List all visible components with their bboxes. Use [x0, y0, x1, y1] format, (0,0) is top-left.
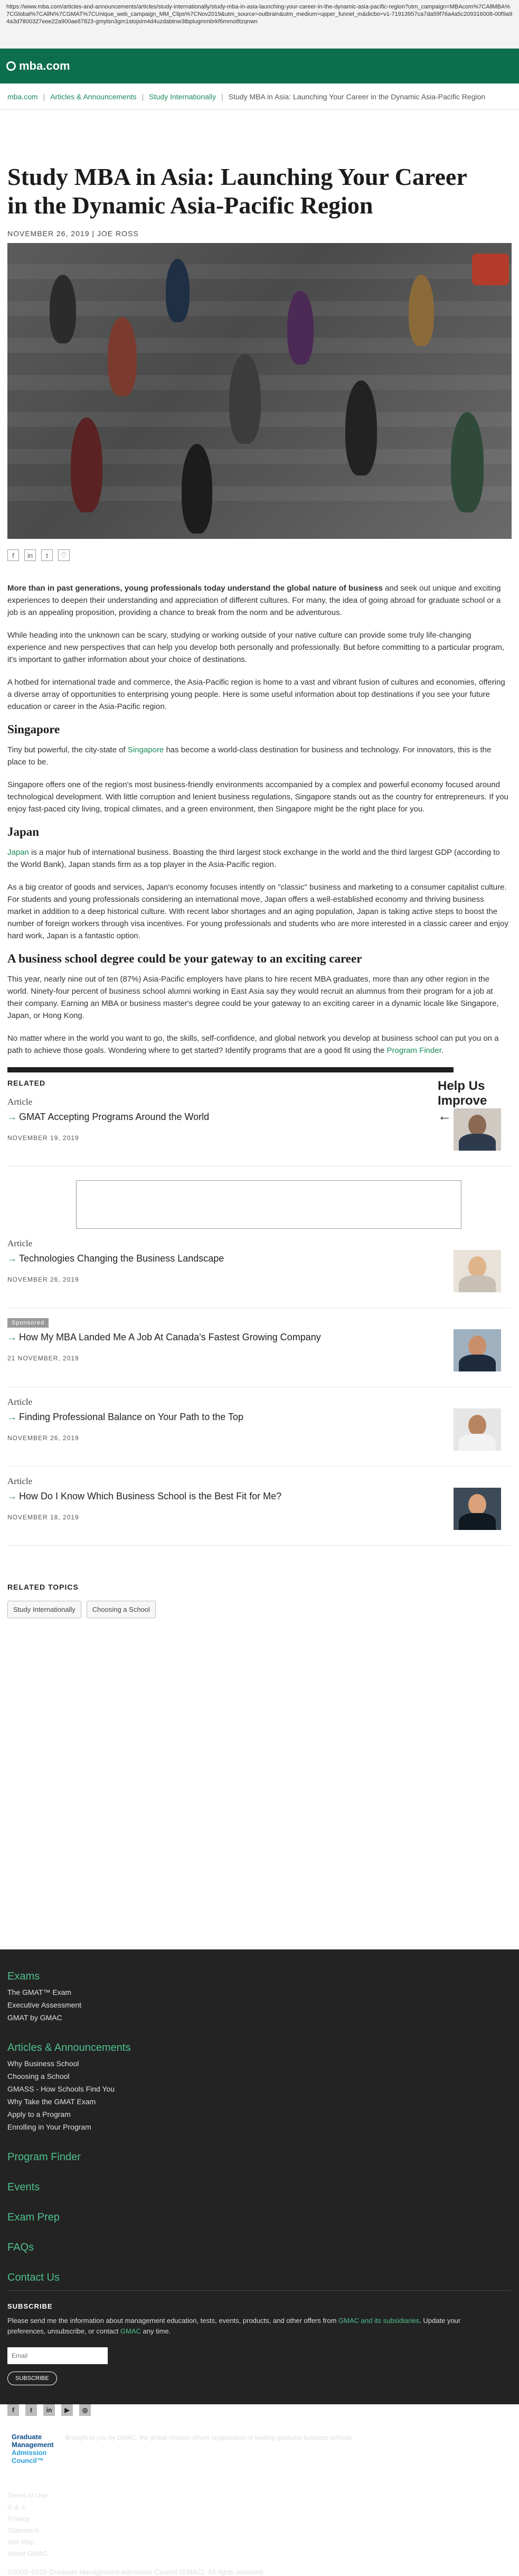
logo-text: mba.com [19, 59, 70, 72]
related-item[interactable] [7, 1308, 512, 1387]
heading-japan: Japan [7, 825, 40, 838]
arrow-right-icon: → [7, 1112, 17, 1122]
footer-link[interactable]: Executive Assessment [7, 2001, 82, 2009]
related-topics-label: RELATED TOPICS [7, 1583, 79, 1591]
singapore-link[interactable]: Singapore [127, 745, 164, 754]
breadcrumb-separator: | [221, 92, 223, 101]
item-thumbnail [454, 1250, 501, 1292]
item-title-text: Technologies Changing the Business Landscape [19, 1253, 224, 1264]
arrow-right-icon: → [7, 1332, 17, 1342]
breadcrumb-separator: | [141, 92, 144, 101]
related-item[interactable] [7, 1087, 512, 1166]
gmac-logo-text: Graduate [12, 2433, 42, 2441]
breadcrumb-articles[interactable]: Articles & Announcements [50, 92, 137, 101]
breadcrumb [0, 83, 519, 110]
topic-tag[interactable]: Choosing a School [87, 1601, 156, 1618]
footer-link[interactable]: Why Business School [7, 2059, 79, 2068]
footer-exams-title[interactable]: Exams [7, 1971, 40, 1982]
japan-link[interactable]: Japan [7, 848, 29, 857]
footer-link[interactable]: The GMAT™ Exam [7, 1988, 72, 1996]
subscribe-text-part: any time. [140, 2327, 171, 2335]
facebook-icon[interactable]: f [7, 2404, 19, 2416]
paragraph-text: and seek out unique and exciting experiences to deepen their understanding and appreciation of different cultures. For many, the idea of going abroad for graduate school or a job is an appealing proposition, providing a chance to break from the norm and be adventurous. [7, 584, 501, 617]
paragraph: Singapore offers one of the region's most business-friendly environments accompanied by a complex and powerful economy focused around technological development. With little corruption and lenient business regulations, Singapore stands out as the country for entrepreneurs. If you enjoy fast-paced city living, tropical climates, and a green environment, then Singapore might be the right place for you. [7, 780, 508, 814]
article-body [7, 582, 509, 1057]
item-kicker: Article [7, 1097, 33, 1107]
footer-group-articles [7, 2042, 512, 2133]
copyright-symbols[interactable]: © & © [7, 2503, 26, 2511]
breadcrumb-current: Study MBA in Asia: Launching Your Career in the Dynamic Asia-Pacific Region [228, 92, 486, 101]
item-date: NOVEMBER 19, 2019 [7, 1134, 79, 1142]
paragraph-text: Tiny but powerful, the city-state of [7, 745, 128, 754]
facebook-icon[interactable]: f [7, 549, 19, 561]
paragraph [7, 1032, 509, 1057]
share-bar [7, 549, 512, 561]
instagram-icon[interactable]: ◎ [79, 2404, 91, 2416]
gmac-logo-text: Council™ [12, 2457, 44, 2465]
subscribe-text-part: . Update your preferences, unsubscribe, or contact [7, 2317, 461, 2335]
twitter-icon[interactable]: t [41, 549, 53, 561]
email-field[interactable] [7, 2347, 108, 2364]
gmac-subsidiaries-link[interactable]: GMAC and its subsidiaries [338, 2317, 420, 2325]
linkedin-icon[interactable]: in [43, 2404, 55, 2416]
site-header [0, 49, 519, 83]
breadcrumb-separator: | [43, 92, 45, 101]
item-title[interactable] [7, 1332, 512, 1343]
program-finder-link[interactable]: Program Finder [386, 1046, 441, 1055]
gmac-logo[interactable] [7, 2429, 60, 2479]
article-byline: NOVEMBER 26, 2019 | JOE ROSS [7, 229, 139, 238]
heart-icon[interactable]: ♡ [58, 549, 70, 561]
item-title-text: How My MBA Landed Me A Job At Canada's Fastest Growing Company [19, 1332, 321, 1342]
item-thumbnail [454, 1408, 501, 1451]
heading-singapore: Singapore [7, 723, 60, 736]
footer-link[interactable]: GMAT by GMAC [7, 2013, 62, 2022]
footer-faqs[interactable]: FAQs [7, 2242, 34, 2253]
related-item[interactable] [7, 1229, 512, 1308]
subscribe-button[interactable]: SUBSCRIBE [7, 2372, 57, 2385]
twitter-icon[interactable]: t [25, 2404, 37, 2416]
paragraph-text: No matter where in the world you want to go, the skills, self-confidence, and global network you develop at business school can put you on a path to achieve those goals. Wondering where to get started? Identify programs that are a good fit using the [7, 1034, 499, 1055]
topic-tag[interactable]: Study Internationally [7, 1601, 81, 1618]
item-thumbnail [454, 1329, 501, 1371]
arrow-right-icon: → [7, 1491, 17, 1501]
linkedin-icon[interactable]: in [24, 549, 36, 561]
item-kicker: Article [7, 1476, 33, 1486]
ad-placeholder [76, 1180, 461, 1229]
footer-link[interactable]: Why Take the GMAT Exam [7, 2097, 96, 2106]
paragraph-text: is a major hub of international business. Boasting the third largest stock exchange in the world and the third largest GDP (according to the World Bank), Japan stands firm as a top player in the Asia-Pacific region. [7, 848, 500, 869]
item-title[interactable] [7, 1491, 512, 1502]
gmac-branding [7, 2429, 512, 2479]
social-links [7, 2404, 512, 2416]
mba-logo[interactable] [6, 59, 70, 73]
arrow-right-icon: → [7, 1412, 17, 1422]
footer-events[interactable]: Events [7, 2181, 40, 2193]
paragraph [7, 846, 509, 871]
related-item[interactable] [7, 1387, 512, 1467]
subscribe-text [7, 2316, 461, 2337]
footer-link[interactable]: Enrolling in Your Program [7, 2123, 91, 2131]
paragraph: While heading into the unknown can be scary, studying or working outside of your native culture can provide some truly life-changing experience and new perspectives that can help you develop both personally and professionally. But before committing to a particular program, it's important to gather information about your choice of destinations. [7, 631, 505, 664]
item-date: NOVEMBER 18, 2019 [7, 1514, 79, 1521]
mba-logo-icon [6, 61, 16, 71]
footer-articles-title[interactable]: Articles & Announcements [7, 2042, 131, 2054]
related-topics-section [7, 1583, 512, 1618]
paragraph: This year, nearly nine out of ten (87%) Asia-Pacific employers have plans to hire recent MBA graduates, more than any other region in the world. Ninety-four percent of business school alumni working in East Asia say they would recruit an alumnus from their program for a job at their company. Earning an MBA or business master's degree could be your gateway to an exciting career in a dynamic locale like Singapore, Japan, or Hong Kong. [7, 975, 499, 1020]
subscribe-section [7, 2290, 512, 2576]
breadcrumb-home[interactable]: mba.com [7, 92, 38, 101]
browser-url-bar[interactable] [0, 0, 519, 49]
site-footer [0, 1949, 519, 2576]
item-title-text: Finding Professional Balance on Your Path to the Top [19, 1412, 243, 1422]
arrow-right-icon: → [7, 1253, 17, 1264]
help-text: Help Us Improve [438, 1079, 487, 1108]
article-main [0, 163, 519, 1618]
footer-group-exams [7, 1971, 512, 2024]
heading-gateway: A business school degree could be your gateway to an exciting career [7, 952, 362, 965]
related-item[interactable] [7, 1467, 512, 1546]
footer-program-finder[interactable]: Program Finder [7, 2151, 81, 2163]
about-gmac-link[interactable]: About GMAC [7, 2550, 48, 2558]
item-title[interactable] [7, 1112, 512, 1123]
footer-link[interactable]: Apply to a Program [7, 2110, 71, 2118]
gmac-contact-link[interactable]: GMAC [120, 2327, 141, 2335]
paragraph: As a big creator of goods and services, Japan's economy focuses intently on "classic" business and marketing to a consumer capitalist culture. For students and young professionals considering an international move, Japan offers a well-established economy and thriving business market in addition to a deep historical culture. With recent labor shortages and an aging population, Japan is taking active steps to boost the number of foreign workers through visa incentives. For young professionals and students who are more interested in a classic career and enjoy hard work, Japan is a fantastic option. [7, 883, 508, 940]
section-divider [7, 1067, 454, 1072]
terms-link[interactable]: Terms of Use [7, 2491, 48, 2499]
lead-text: More than in past generations, young professionals today understand the global nature of business [7, 584, 383, 593]
brought-by-text: Brought to you by GMAC, the global mission-driven organization of leading graduate business schools. [65, 2434, 354, 2441]
item-title[interactable] [7, 1253, 512, 1264]
item-title[interactable] [7, 1412, 512, 1423]
paragraph-text: has become a world-class destination for business and technology. For innovators, this is the place to be. [7, 745, 492, 767]
paragraph: A hotbed for international trade and commerce, the Asia-Pacific region is home to a vast and vibrant fusion of cultures and economies, offering a diverse array of opportunities to enterprising young people. Here is some useful information about top destinations if you see your future education or career in the Asia-Pacific region. [7, 678, 505, 711]
statement-link[interactable]: Statement [7, 2526, 39, 2534]
item-date: NOVEMBER 26, 2019 [7, 1276, 79, 1283]
item-title-text: How Do I Know Which Business School is the Best Fit for Me? [19, 1491, 282, 1501]
related-label: RELATED [7, 1079, 46, 1087]
gmac-logo-text: Management [12, 2441, 54, 2449]
page-title: Study MBA in Asia: Launching Your Career in the Dynamic Asia-Pacific Region [7, 163, 467, 219]
footer-exam-prep[interactable]: Exam Prep [7, 2211, 60, 2223]
related-section [7, 1079, 512, 1546]
copyright-text: ©2002–2019 Graduate Management Admission Council (GMAC). All rights reserved. [7, 2568, 265, 2576]
privacy-link[interactable]: Privacy [7, 2515, 30, 2523]
gmac-logo-text: Admission [12, 2449, 47, 2457]
footer-nav [7, 1949, 512, 2284]
legal-links [7, 2490, 512, 2560]
item-thumbnail [454, 1488, 501, 1530]
breadcrumb-study-internationally[interactable]: Study Internationally [149, 92, 216, 101]
footer-link[interactable]: Choosing a School [7, 2072, 70, 2080]
footer-contact-us[interactable]: Contact Us [7, 2272, 60, 2283]
item-date: NOVEMBER 26, 2019 [7, 1434, 79, 1442]
item-thumbnail [454, 1108, 501, 1151]
paragraph [7, 744, 509, 768]
site-map-link[interactable]: Site Map [7, 2538, 35, 2546]
subscribe-title: SUBSCRIBE [7, 2302, 53, 2310]
youtube-icon[interactable]: ▶ [61, 2404, 73, 2416]
sponsored-badge: Sponsored [7, 1318, 49, 1328]
item-kicker: Article [7, 1238, 33, 1248]
footer-link[interactable]: GMASS - How Schools Find You [7, 2085, 115, 2093]
arrow-left-icon: ← [438, 1108, 451, 1124]
topic-tags [7, 1601, 512, 1618]
hero-image [7, 243, 512, 539]
paragraph-text: . [441, 1046, 444, 1055]
item-date: 21 NOVEMBER, 2019 [7, 1355, 79, 1362]
url-text[interactable]: https://www.mba.com/articles-and-announcements/articles/study-internationally/study-mba-in-asia-launching-your-career-in-the-dynamic-asia-pacific-region?utm_campaign=MBAcom%7CAllMBA%7CGlobal%7CAllN%7CGMAT%7CUnique_web_campaign_MM_Clips%7CNov2019&utm_source=outbrain&utm_medium=upper_funnel_m&dicbo=v1-71913957ca7da59f76a4a5c209316008-00f9a94a3d7800327eee22a900ae87823-gmytsn3gm1stojsim4d4uzdabtnw3tbplugmmbrkf6mmo8tzqnwn [6, 4, 513, 25]
item-kicker: Article [7, 1397, 33, 1407]
subscribe-text-part: Please send me the information about management education, tests, events, products, and other offers from [7, 2317, 339, 2325]
item-title-text: GMAT Accepting Programs Around the World [19, 1112, 210, 1122]
paragraph [7, 582, 509, 619]
